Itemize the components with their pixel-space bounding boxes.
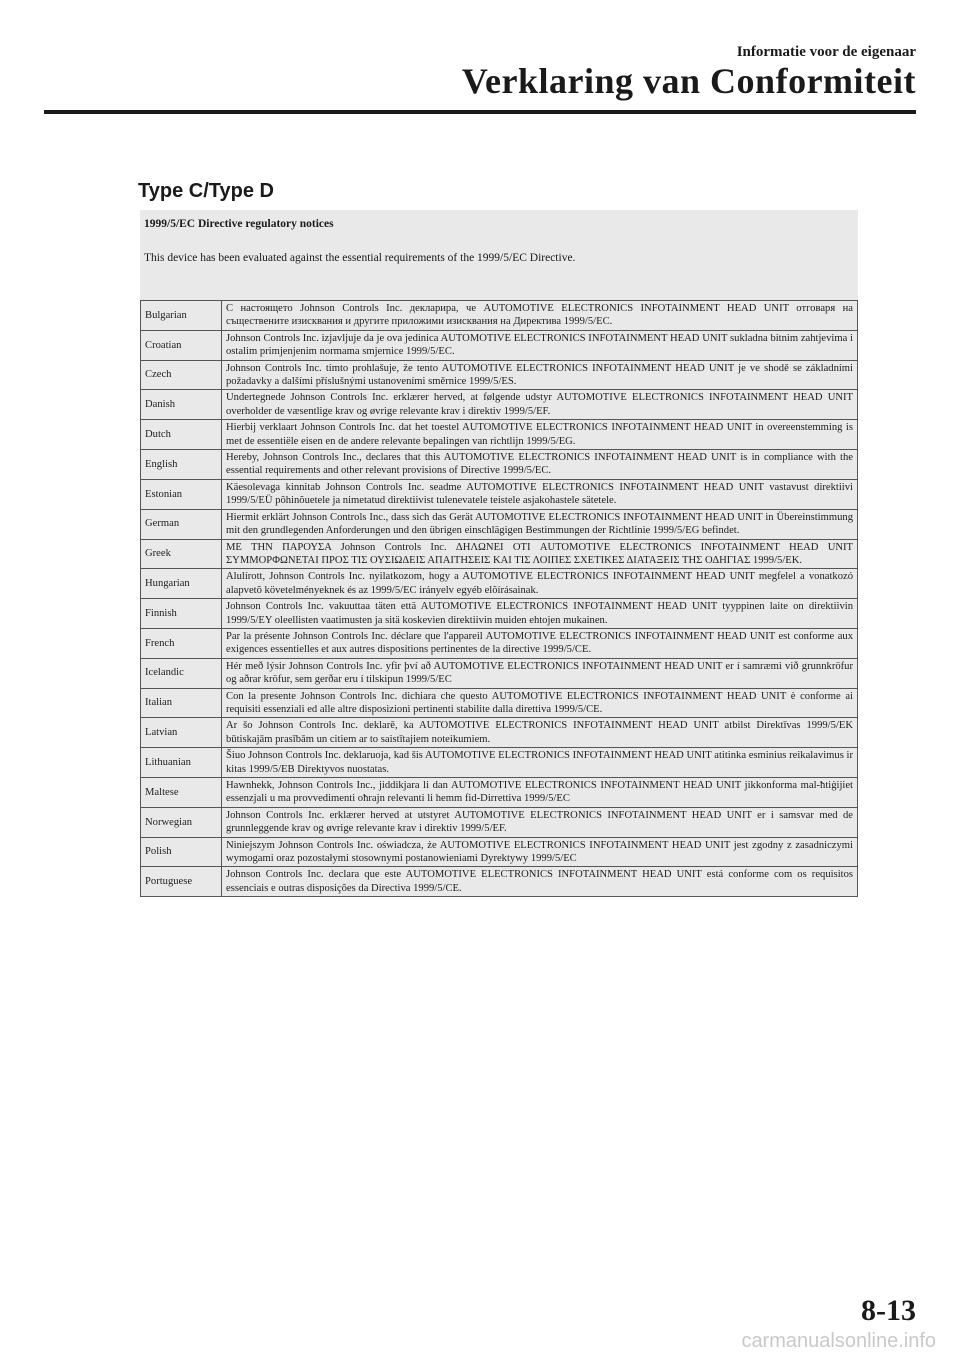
table-row bbox=[141, 748, 858, 778]
declaration-cell: Johnson Controls Inc. izjavljuje da je ova jedinica AUTOMOTIVE ELECTRONICS INFOTAINMENT HEAD UNIT sukladna bitnim zahtjevima i ostalim primjenjenim normama smjernice 1999/5/EC. bbox=[222, 330, 858, 360]
declaration-cell: Niniejszym Johnson Controls Inc. oświadcza, że AUTOMOTIVE ELECTRONICS INFOTAINMENT HEAD UNIT jest zgodny z zasadniczymi wymogami oraz pozostałymi stosownymi postanowieniami Dyrektywy 1999/5/EC bbox=[222, 837, 858, 867]
declaration-cell: Hereby, Johnson Controls Inc., declares that this AUTOMOTIVE ELECTRONICS INFOTAINMENT HEAD UNIT is in compliance with the essential requirements and other relevant provisions of Directive 1999/5/EC. bbox=[222, 450, 858, 480]
language-cell: Estonian bbox=[141, 479, 222, 509]
language-cell: Finnish bbox=[141, 599, 222, 629]
declaration-cell: Hiermit erklärt Johnson Controls Inc., dass sich das Gerät AUTOMOTIVE ELECTRONICS INFOTAINMENT HEAD UNIT in Übereinstimmung mit den grundlegenden Anforderungen und den übrigen einschlägigen Bestimmungen der Richtlinie 1999/5/EG befindet. bbox=[222, 509, 858, 539]
declaration-cell: ΜΕ ΤΗΝ ΠΑΡΟΥΣΑ Johnson Controls Inc. ΔΗΛΩΝΕΙ ΟΤΙ AUTOMOTIVE ELECTRONICS INFOTAINMENT HEAD UNIT ΣΥΜΜΟΡΦΩΝΕΤΑΙ ΠΡΟΣ ΤΙΣ ΟΥΣΙΩΔΕΙΣ ΑΠΑΙΤΗΣΕΙΣ ΚΑΙ ΤΙΣ ΛΟΙΠΕΣ ΣΧΕΤΙΚΕΣ ΔΙΑΤΑΞΕΙΣ ΤΗΣ ΟΔΗΓΙΑΣ 1999/5/ΕΚ. bbox=[222, 539, 858, 569]
table-row bbox=[141, 658, 858, 688]
declaration-cell: Ar šo Johnson Controls Inc. deklarē, ka AUTOMOTIVE ELECTRONICS INFOTAINMENT HEAD UNIT atbilst Direktīvas 1999/5/EK būtiskajām prasībām un citiem ar to saistītajiem noteikumiem. bbox=[222, 718, 858, 748]
table-row bbox=[141, 837, 858, 867]
table-row bbox=[141, 718, 858, 748]
language-cell: Dutch bbox=[141, 420, 222, 450]
language-cell: Danish bbox=[141, 390, 222, 420]
table-row bbox=[141, 360, 858, 390]
language-cell: Icelandic bbox=[141, 658, 222, 688]
conformity-table-body bbox=[141, 301, 858, 897]
watermark: carmanualsonline.info bbox=[741, 1330, 936, 1352]
language-cell: Portuguese bbox=[141, 867, 222, 897]
page-title: Verklaring van Conformiteit bbox=[461, 61, 916, 101]
declaration-cell: Par la présente Johnson Controls Inc. déclare que l'appareil AUTOMOTIVE ELECTRONICS INFOTAINMENT HEAD UNIT est conforme aux exigences essentielles et aux autres dispositions pertinentes de la directive 1999/5/CE. bbox=[222, 628, 858, 658]
language-cell: Czech bbox=[141, 360, 222, 390]
declaration-cell: Hér með lýsir Johnson Controls Inc. yfir því að AUTOMOTIVE ELECTRONICS INFOTAINMENT HEAD UNIT er í samræmi við grunnkröfur og aðrar kröfur, sem gerðar eru í tilskipun 1999/5/EC bbox=[222, 658, 858, 688]
table-row bbox=[141, 509, 858, 539]
declaration-cell: С настоящето Johnson Controls Inc. декларира, че AUTOMOTIVE ELECTRONICS INFOTAINMENT HEAD UNIT отговаря на съществените изисквания и другите приложими изисквания на Директива 1999/5/ЕС. bbox=[222, 301, 858, 331]
language-cell: Croatian bbox=[141, 330, 222, 360]
notice-heading: 1999/5/EC Directive regulatory notices bbox=[144, 218, 334, 230]
header-subtitle: Informatie voor de eigenaar bbox=[736, 44, 916, 60]
table-row bbox=[141, 330, 858, 360]
declaration-cell: Johnson Controls Inc. vakuuttaa täten että AUTOMOTIVE ELECTRONICS INFOTAINMENT HEAD UNIT tyyppinen laite on direktiivin 1999/5/EY oleellisten vaatimusten ja sitä koskevien direktiivin muiden ehtojen mukainen. bbox=[222, 599, 858, 629]
language-cell: Maltese bbox=[141, 778, 222, 808]
language-cell: German bbox=[141, 509, 222, 539]
section-title: Type C/Type D bbox=[138, 180, 274, 202]
table-row bbox=[141, 867, 858, 897]
declaration-cell: Šiuo Johnson Controls Inc. deklaruoja, kad šis AUTOMOTIVE ELECTRONICS INFOTAINMENT HEAD UNIT atitinka esminius reikalavimus ir kitas 1999/5/EB Direktyvos nuostatas. bbox=[222, 748, 858, 778]
declaration-cell: Käesolevaga kinnitab Johnson Controls Inc. seadme AUTOMOTIVE ELECTRONICS INFOTAINMENT HEAD UNIT vastavust direktiivi 1999/5/EÜ põhinõuetele ja nimetatud direktiivist tulenevatele teistele asjakohastele sätetele. bbox=[222, 479, 858, 509]
table-row bbox=[141, 420, 858, 450]
language-cell: Norwegian bbox=[141, 807, 222, 837]
regulatory-notice-image bbox=[140, 210, 858, 897]
declaration-cell: Hawnhekk, Johnson Controls Inc., jiddikjara li dan AUTOMOTIVE ELECTRONICS INFOTAINMENT HEAD UNIT jikkonforma mal-ħtiġijiet essenzjali u ma provvedimenti oħrajn relevanti li hemm fid-Dirrettiva 1999/5/EC bbox=[222, 778, 858, 808]
header-rule bbox=[44, 110, 916, 114]
language-cell: Polish bbox=[141, 837, 222, 867]
table-row bbox=[141, 450, 858, 480]
language-cell: Italian bbox=[141, 688, 222, 718]
table-row bbox=[141, 569, 858, 599]
notice-intro: This device has been evaluated against the essential requirements of the 1999/5/EC Directive. bbox=[144, 252, 576, 264]
language-cell: Bulgarian bbox=[141, 301, 222, 331]
declaration-cell: Johnson Controls Inc. declara que este AUTOMOTIVE ELECTRONICS INFOTAINMENT HEAD UNIT está conforme com os requisitos essenciais e outras disposições da Directiva 1999/5/CE. bbox=[222, 867, 858, 897]
table-row bbox=[141, 390, 858, 420]
table-row bbox=[141, 778, 858, 808]
language-cell: English bbox=[141, 450, 222, 480]
conformity-table bbox=[140, 300, 858, 897]
language-cell: Latvian bbox=[141, 718, 222, 748]
page-number: 8-13 bbox=[861, 1294, 916, 1327]
language-cell: Hungarian bbox=[141, 569, 222, 599]
table-row bbox=[141, 301, 858, 331]
declaration-cell: Johnson Controls Inc. erklærer herved at utstyret AUTOMOTIVE ELECTRONICS INFOTAINMENT HEAD UNIT er i samsvar med de grunnleggende krav og øvrige relevante krav i direktiv 1999/5/EF. bbox=[222, 807, 858, 837]
table-row bbox=[141, 599, 858, 629]
language-cell: Lithuanian bbox=[141, 748, 222, 778]
declaration-cell: Con la presente Johnson Controls Inc. dichiara che questo AUTOMOTIVE ELECTRONICS INFOTAINMENT HEAD UNIT è conforme ai requisiti essenziali ed alle altre disposizioni pertinenti stabilite dalla direttiva 1999/5/CE. bbox=[222, 688, 858, 718]
table-row bbox=[141, 539, 858, 569]
language-cell: Greek bbox=[141, 539, 222, 569]
declaration-cell: Alulírott, Johnson Controls Inc. nyilatkozom, hogy a AUTOMOTIVE ELECTRONICS INFOTAINMENT HEAD UNIT megfelel a vonatkozó alapvetõ követelményeknek és az 1999/5/EC irányelv egyéb elõírásainak. bbox=[222, 569, 858, 599]
table-row bbox=[141, 628, 858, 658]
declaration-cell: Hierbij verklaart Johnson Controls Inc. dat het toestel AUTOMOTIVE ELECTRONICS INFOTAINMENT HEAD UNIT in overeenstemming is met de essentiële eisen en de andere relevante bepalingen van richtlijn 1999/5/EG. bbox=[222, 420, 858, 450]
language-cell: French bbox=[141, 628, 222, 658]
table-row bbox=[141, 688, 858, 718]
declaration-cell: Johnson Controls Inc. tímto prohlašuje, že tento AUTOMOTIVE ELECTRONICS INFOTAINMENT HEAD UNIT je ve shodě se základními požadavky a dalšími příslušnými ustanoveními směrnice 1999/5/ES. bbox=[222, 360, 858, 390]
table-row bbox=[141, 807, 858, 837]
declaration-cell: Undertegnede Johnson Controls Inc. erklærer herved, at følgende udstyr AUTOMOTIVE ELECTRONICS INFOTAINMENT HEAD UNIT overholder de væsentlige krav og øvrige relevante krav i direktiv 1999/5/EF. bbox=[222, 390, 858, 420]
table-row bbox=[141, 479, 858, 509]
